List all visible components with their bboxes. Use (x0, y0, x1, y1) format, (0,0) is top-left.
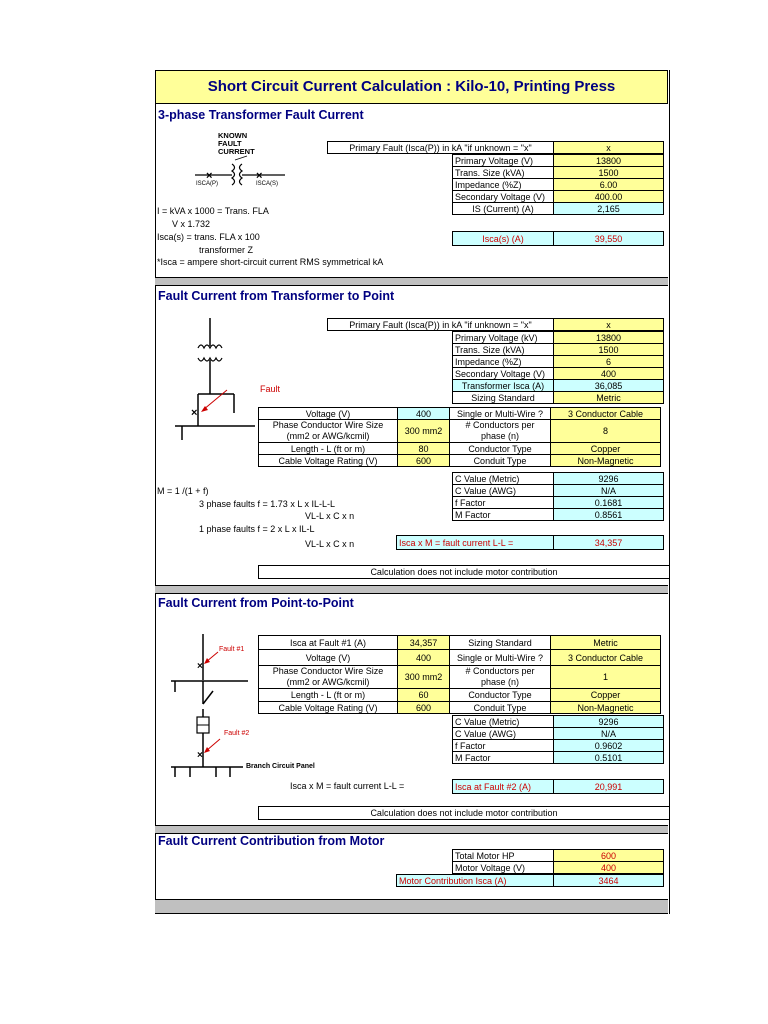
table-row: f Factor 0.9602 (453, 740, 664, 752)
table-row: Primary Fault (Isca(P)) in kA "if unknown = "x" x (328, 142, 664, 154)
fault-1-label: Fault #1 (219, 646, 245, 653)
isca-p-label: ISCA(P) (196, 181, 219, 187)
t2p-params-table (452, 331, 664, 404)
table-row: Primary Fault (Isca(P)) in kA "if unknown = "x" x (328, 319, 664, 331)
svg-text:×: × (256, 170, 263, 182)
t2p-cable-table (258, 407, 661, 467)
p2p-formula: Isca x M = fault current L-L = (290, 781, 405, 791)
isca-s-label: ISCA(S) (256, 181, 279, 187)
formula-1ph: 1 phase faults f = 2 x L x IL-L (199, 524, 315, 534)
table-row: C Value (Metric) 9296 (453, 716, 664, 728)
branch-panel-label: Branch Circuit Panel (246, 763, 315, 770)
table-row: M Factor 0.8561 (453, 509, 664, 521)
section-divider (155, 585, 668, 594)
svg-text:×: × (191, 407, 198, 419)
table-row: Isca x M = fault current L-L = 34,357 (397, 536, 664, 550)
formula-isca: Isca(s) = trans. FLA x 100 (157, 232, 260, 242)
table-row: M Factor 0.5101 (453, 752, 664, 764)
transformer-result-table (452, 231, 664, 246)
t2p-factor-table (452, 472, 664, 521)
table-row: Cable Voltage Rating (V) 600 Conduit Type Non-Magnetic (259, 702, 661, 714)
footnote: *Isca = ampere short-circuit current RMS symmetrical kA (157, 257, 384, 267)
p2p-cable-table (258, 635, 661, 714)
table-row: Impedance (%Z) 6.00 (453, 179, 664, 191)
motor-result-table (396, 874, 664, 887)
table-row: Impedance (%Z) 6 (453, 356, 664, 368)
fault-diagram-2 (168, 634, 258, 779)
formula-fla: I = kVA x 1000 = Trans. FLA (157, 206, 269, 216)
formula-m: M = 1 /(1 + f) (157, 486, 209, 496)
p2p-factor-table (452, 715, 664, 764)
motor-table (452, 849, 664, 874)
transformer-params-table (452, 154, 664, 215)
table-row: Motor Voltage (V) 400 (453, 862, 664, 874)
table-row: C Value (Metric) 9296 (453, 473, 664, 485)
p2p-result-table (452, 779, 664, 794)
table-row: Secondary Voltage (V) 400 (453, 368, 664, 380)
fault-diagram-1 (170, 318, 260, 443)
table-row: Phase Conductor Wire Size (mm2 or AWG/kcmil) 300 mm2 # Conductors per phase (n) 8 (259, 420, 661, 443)
table-row: Motor Contribution Isca (A) 3464 (397, 875, 664, 887)
table-row: C Value (AWG) N/A (453, 485, 664, 497)
table-row: Trans. Size (kVA) 1500 (453, 344, 664, 356)
table-row: Total Motor HP 600 (453, 850, 664, 862)
svg-text:×: × (197, 750, 203, 761)
known-text-2: FAULT (218, 139, 242, 148)
table-row: Trans. Size (kVA) 1500 (453, 167, 664, 179)
t2p-primary-table (327, 318, 664, 331)
table-row: Sizing Standard Metric (453, 392, 664, 404)
table-row: Primary Voltage (kV) 13800 (453, 332, 664, 344)
section-title-transformer: 3-phase Transformer Fault Current (158, 108, 364, 122)
known-text-1: KNOWN (218, 131, 248, 140)
section-title-point-to-point: Fault Current from Point-to-Point (158, 596, 354, 610)
section-title-transformer-to-point: Fault Current from Transformer to Point (158, 289, 395, 303)
table-row: Isca at Fault #2 (A) 20,991 (453, 780, 664, 794)
table-row: Phase Conductor Wire Size (mm2 or AWG/kcmil) 300 mm2 # Conductors per phase (n) 1 (259, 666, 661, 689)
fault-2-label: Fault #2 (224, 730, 250, 737)
table-row: Transformer Isca (A) 36,085 (453, 380, 664, 392)
table-row: Isca at Fault #1 (A) 34,357 Sizing Standard Metric (259, 636, 661, 650)
formula-isca-den: transformer Z (199, 245, 254, 255)
section-divider (155, 825, 668, 834)
table-row: f Factor 0.1681 (453, 497, 664, 509)
page-title: Short Circuit Current Calculation : Kilo-10, Printing Press (155, 70, 668, 104)
table-row: Cable Voltage Rating (V) 600 Conduit Type Non-Magnetic (259, 455, 661, 467)
table-row: IS (Current) (A) 2,165 (453, 203, 664, 215)
formula-1ph-den: VL-L x C x n (305, 539, 355, 549)
table-row: Length - L (ft or m) 60 Conductor Type Copper (259, 689, 661, 702)
table-row: Secondary Voltage (V) 400.00 (453, 191, 664, 203)
section-divider (155, 277, 668, 286)
formula-fla-den: V x 1.732 (172, 219, 211, 229)
svg-text:×: × (206, 170, 213, 182)
table-row: Length - L (ft or m) 80 Conductor Type Copper (259, 443, 661, 455)
table-row: Voltage (V) 400 Single or Multi-Wire ? 3 Conductor Cable (259, 408, 661, 420)
motor-note: Calculation does not include motor contribution (258, 565, 670, 579)
formula-3ph-den: VL-L x C x n (305, 511, 355, 521)
t2p-result-table (396, 535, 664, 550)
svg-text:×: × (197, 661, 203, 672)
motor-note: Calculation does not include motor contribution (258, 806, 670, 820)
table-row: C Value (AWG) N/A (453, 728, 664, 740)
bottom-band (155, 899, 668, 914)
fault-label: Fault (260, 384, 281, 394)
formula-3ph: 3 phase faults f = 1.73 x L x IL-L-L (199, 499, 335, 509)
transformer-input-table (327, 141, 664, 154)
table-row: Voltage (V) 400 Single or Multi-Wire ? 3 Conductor Cable (259, 650, 661, 666)
section-title-motor: Fault Current Contribution from Motor (158, 834, 385, 848)
known-text-3: CURRENT (218, 147, 255, 156)
table-row: Primary Voltage (V) 13800 (453, 155, 664, 167)
table-row: Isca(s) (A) 39,550 (453, 232, 664, 246)
